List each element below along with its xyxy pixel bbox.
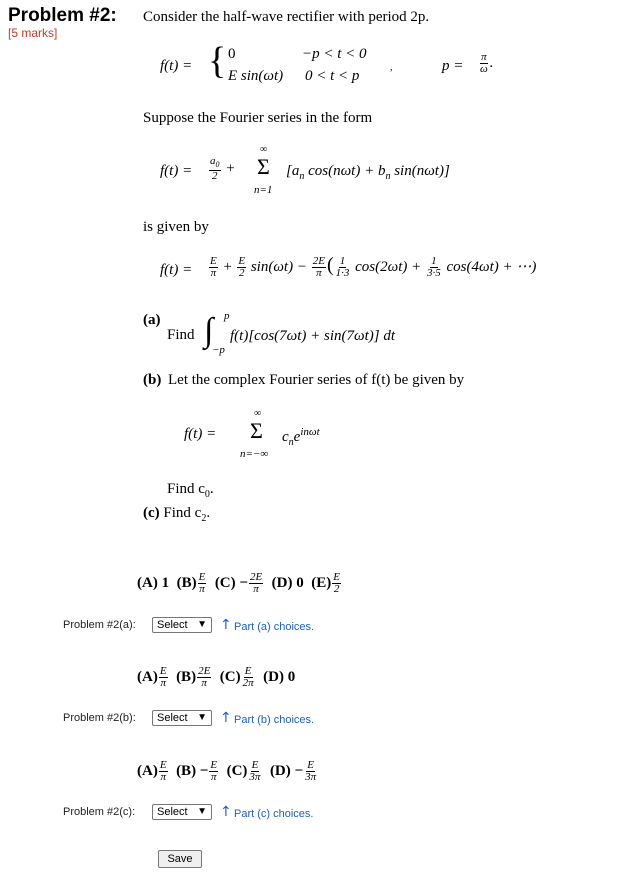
arrow-up-icon: ↑ bbox=[220, 617, 232, 633]
part-a-find: Find bbox=[167, 327, 195, 343]
part-b-choices-link[interactable]: Part (b) choices. bbox=[234, 714, 315, 726]
part-b-text: Let the complex Fourier series of f(t) be given by bbox=[168, 372, 465, 388]
a0-over-2: $\frac{a_0}{2}$ + bbox=[210, 155, 236, 183]
piecewise-lhs: f(t) = bbox=[160, 58, 193, 74]
find-c0: Find $c_0$. bbox=[167, 481, 214, 500]
marks-label: [5 marks] bbox=[8, 26, 58, 40]
problem-intro: Consider the half-wave rectifier with period 2p. bbox=[143, 9, 430, 25]
brace-icon: { bbox=[208, 40, 227, 82]
answer-label-c: Problem #2(c): bbox=[63, 806, 136, 818]
period-lhs: p = bbox=[442, 58, 464, 74]
answer-select-a[interactable]: Select ▼ bbox=[152, 617, 212, 633]
pi-over-omega: $\frac{\pi}{\omega}$ . bbox=[480, 51, 494, 75]
integral-icon: ∫ bbox=[204, 312, 214, 349]
integral-upper: p bbox=[224, 310, 230, 322]
part-b-label: (b) bbox=[143, 372, 162, 388]
sum-upper: ∞ bbox=[260, 144, 268, 155]
integral-lower: −p bbox=[212, 344, 225, 356]
complex-sum-upper: ∞ bbox=[254, 408, 262, 419]
part-a-label: (a) bbox=[143, 312, 161, 328]
case2-condition: 0 < t < p bbox=[305, 68, 360, 84]
series-lhs: f(t) = bbox=[160, 163, 193, 179]
suppose-text: Suppose the Fourier series in the form bbox=[143, 110, 373, 126]
chevron-down-icon: ▼ bbox=[197, 806, 207, 817]
problem-title: Problem #2: bbox=[8, 5, 117, 26]
chevron-down-icon: ▼ bbox=[197, 619, 207, 630]
comma-mark: , bbox=[390, 62, 393, 73]
part-a-choices-link[interactable]: Part (a) choices. bbox=[234, 621, 315, 633]
integrand: f(t)[cos(7ωt) + sin(7ωt)] dt bbox=[230, 328, 396, 344]
sigma-icon: Σ bbox=[257, 154, 270, 179]
sum-lower: n=1 bbox=[254, 184, 273, 196]
given-lhs: f(t) = bbox=[160, 262, 193, 278]
arrow-up-icon: ↑ bbox=[220, 804, 232, 820]
answer-label-b: Problem #2(b): bbox=[63, 712, 136, 724]
complex-sigma-icon: Σ bbox=[250, 418, 263, 443]
case2-value: E sin(ωt) bbox=[228, 68, 284, 84]
complex-term: $c_ne^{in\omega t}$ bbox=[282, 426, 320, 448]
choices-c: (A) $\frac{E}{\pi}$ (B) − $\frac{E}{\pi}$ (C) $\frac{E}{3\pi}$ (D) − $\frac{E}{3\pi}$ bbox=[137, 759, 317, 783]
answer-label-a: Problem #2(a): bbox=[63, 619, 136, 631]
given-series-terms: $\frac{E}{\pi}$ + $\frac{E}{2}$ sin(ωt) − $\frac{2E}{\pi}$ ( $\frac{1}{1\cdot 3}$ cos(2ωt) + $\frac{1}{3\cdot 5}$ cos(4ωt) + ⋯) bbox=[210, 254, 537, 280]
save-button[interactable]: Save bbox=[158, 850, 202, 868]
answer-select-b[interactable]: Select ▼ bbox=[152, 710, 212, 726]
given-by-text: is given by bbox=[143, 219, 209, 235]
series-terms: [$a_n$ $\cos(n\omega t) + b_n$ sin(nωt)] bbox=[286, 163, 450, 182]
arrow-up-icon: ↑ bbox=[220, 710, 232, 726]
part-c-choices-link[interactable]: Part (c) choices. bbox=[234, 808, 314, 820]
case1-condition: −p < t < 0 bbox=[302, 46, 367, 62]
choices-a: (A) 1 (B) $\frac{E}{\pi}$ (C) − $\frac{2E}{\pi}$ (D) 0 (E) $\frac{E}{2}$ bbox=[137, 571, 340, 595]
chevron-down-icon: ▼ bbox=[197, 712, 207, 723]
case1-value: 0 bbox=[228, 46, 236, 62]
complex-sum-lower: n=−∞ bbox=[240, 448, 269, 460]
part-c: (c) Find $c_2$. bbox=[143, 505, 211, 524]
choices-b: (A) $\frac{E}{\pi}$ (B) $\frac{2E}{\pi}$ (C) $\frac{E}{2\pi}$ (D) 0 bbox=[137, 665, 296, 689]
complex-lhs: f(t) = bbox=[184, 426, 217, 442]
answer-select-c[interactable]: Select ▼ bbox=[152, 804, 212, 820]
